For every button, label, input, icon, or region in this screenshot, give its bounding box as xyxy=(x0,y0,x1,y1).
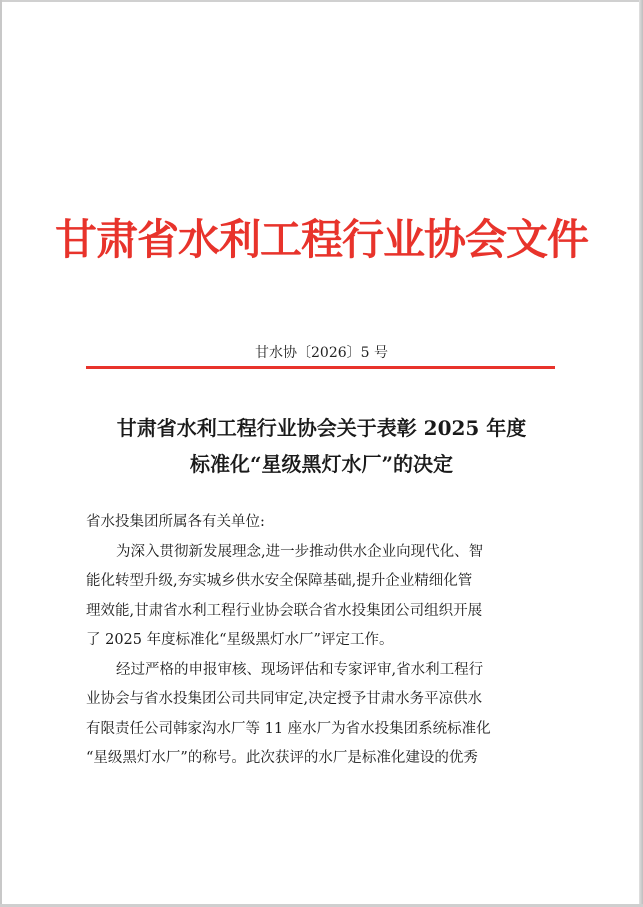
paragraph-line: 能化转型升级,夯实城乡供水安全保障基础,提升企业精细化管 xyxy=(86,573,473,589)
document-title-line: 标准化“星级黑灯水厂”的决定 xyxy=(189,452,453,476)
page-border-top xyxy=(0,0,643,2)
paragraph-line: 经过严格的申报审核、现场评估和专家评审,省水利工程行 xyxy=(116,661,484,678)
paragraph-line: 理效能,甘肃省水利工程行业协会联合省水投集团公司组织开展 xyxy=(86,602,483,619)
salutation: 省水投集团所属各有关单位: xyxy=(86,514,265,530)
document-number: 甘水协〔2026〕5 号 xyxy=(255,345,388,361)
paragraph-line: “星级黑灯水厂”的称号。此次获评的水厂是标准化建设的优秀 xyxy=(86,750,478,766)
paragraph-line: 为深入贯彻新发展理念,进一步推动供水企业向现代化、智 xyxy=(116,543,484,560)
document-title-line: 甘肃省水利工程行业协会关于表彰 2025 年度 xyxy=(116,416,527,440)
paragraph-line: 了 2025 年度标准化“星级黑灯水厂”评定工作。 xyxy=(86,632,394,648)
header-divider-rule xyxy=(86,366,555,369)
paragraph-line: 业协会与省水投集团公司共同审定,决定授予甘肃水务平凉供水 xyxy=(86,691,483,707)
document-header-title: 甘肃省水利工程行业协会文件 xyxy=(54,215,588,264)
document-title xyxy=(0,410,643,482)
paragraph-line: 有限责任公司韩家沟水厂等 11 座水厂为省水投集团系统标准化 xyxy=(86,720,491,737)
document-body xyxy=(86,508,558,774)
